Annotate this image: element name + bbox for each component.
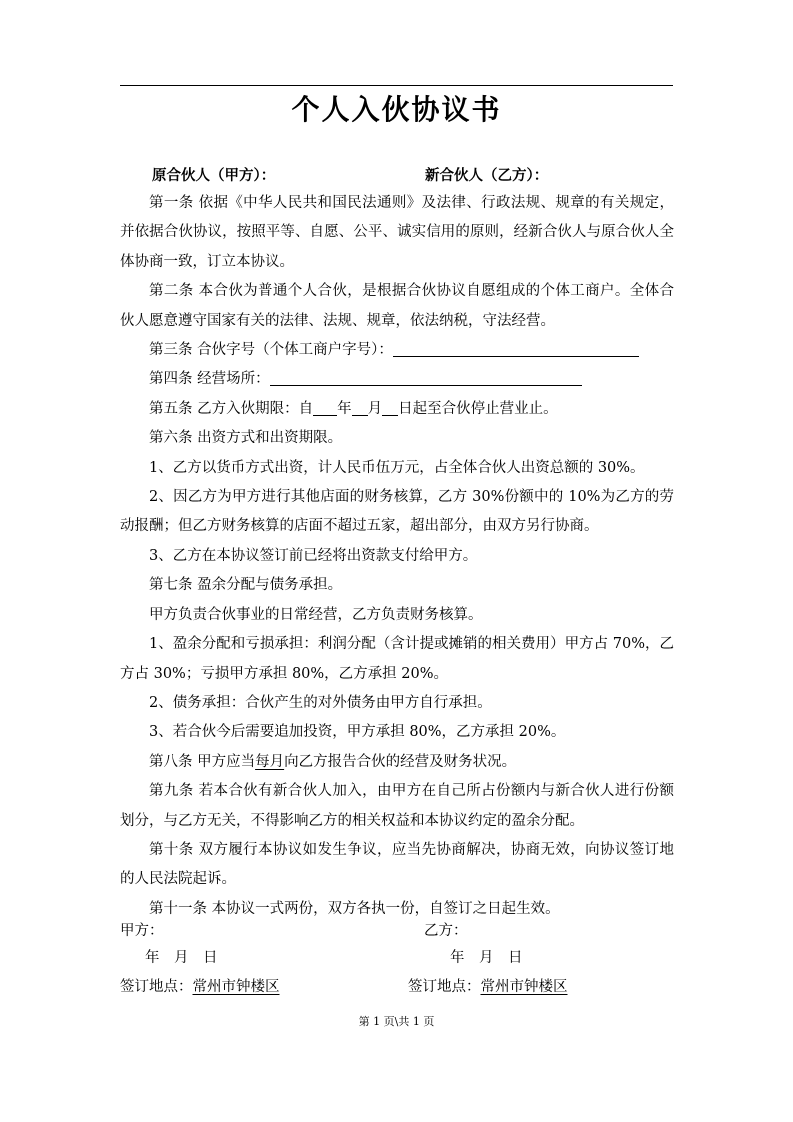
article-8-prefix: 第八条 甲方应当 bbox=[149, 753, 256, 770]
agreement-body bbox=[120, 189, 674, 924]
article-6-item-3: 3、乙方在本协议签订前已经将出资款支付给甲方。 bbox=[149, 547, 478, 564]
article-8-frequency: 每月 bbox=[255, 753, 285, 770]
parties-line bbox=[120, 161, 680, 191]
signing-place-label: 签订地点： bbox=[408, 979, 481, 995]
article-8-suffix: 向乙方报告合伙的经营及财务状况。 bbox=[284, 753, 517, 770]
article-4 bbox=[120, 365, 674, 394]
article-6-item-2: 2、因乙方为甲方进行其他店面的财务核算，乙方 30%份额中的 10%为乙方的劳动报酬；但乙方财务核算的店面不超过五家，超出部分，由双方另行协商。 bbox=[120, 489, 674, 535]
signing-place-label: 签订地点： bbox=[120, 979, 193, 995]
party-b-heading: 新合伙人（乙方）： bbox=[425, 168, 549, 184]
business-address-blank[interactable] bbox=[270, 371, 582, 387]
article-11: 第十一条 本协议一式两份，双方各执一份，自签订之日起生效。 bbox=[149, 900, 560, 917]
article-7-item-3: 3、若合伙今后需要追加投资，甲方承担 80%，乙方承担 20%。 bbox=[149, 724, 566, 741]
header-rule bbox=[120, 85, 673, 86]
month-blank[interactable] bbox=[352, 400, 368, 416]
article-5-prefix: 第五条 乙方入伙期限：自 bbox=[149, 400, 314, 417]
signing-place-value: 常州市钟楼区 bbox=[192, 979, 280, 995]
party-a-date: 年 月 日 bbox=[145, 950, 218, 966]
article-3 bbox=[120, 336, 674, 365]
party-b-date: 年 月 日 bbox=[450, 950, 523, 966]
article-3-text: 第三条 合伙字号（个体工商户字号）： bbox=[149, 342, 393, 359]
article-5-year: 年 bbox=[337, 400, 352, 417]
day-blank[interactable] bbox=[382, 400, 398, 416]
party-a-heading: 原合伙人（甲方）： bbox=[152, 168, 276, 184]
year-blank[interactable] bbox=[313, 400, 337, 416]
article-7-item-1: 1、盈余分配和亏损承担：利润分配（含计提或摊销的相关费用）甲方占 70%，乙方占 30%；亏损甲方承担 80%，乙方承担 20%。 bbox=[120, 636, 674, 682]
article-10: 第十条 双方履行本协议如发生争议，应当先协商解决，协商无效，向协议签订地的人民法院起诉。 bbox=[120, 841, 674, 888]
party-a-signature-label: 甲方： bbox=[120, 923, 164, 939]
party-a-signing-place bbox=[120, 977, 280, 997]
article-6: 第六条 出资方式和出资期限。 bbox=[149, 430, 343, 447]
article-7-item-2: 2、债务承担：合伙产生的对外债务由甲方自行承担。 bbox=[149, 694, 492, 711]
article-8 bbox=[120, 748, 674, 777]
article-7: 第七条 盈余分配与债务承担。 bbox=[149, 577, 343, 594]
party-b-signing-place bbox=[408, 977, 568, 997]
article-9: 第九条 若本合伙有新合伙人加入，由甲方在自己所占份额内与新合伙人进行份额划分，与乙方无关，不得影响乙方的相关权益和本协议约定的盈余分配。 bbox=[120, 783, 674, 829]
article-4-text: 第四条 经营场所： bbox=[149, 371, 270, 388]
page-footer: 第 1 页\共 1 页 bbox=[358, 1015, 435, 1028]
document-title: 个人入伙协议书 bbox=[291, 93, 502, 126]
trade-name-blank[interactable] bbox=[393, 342, 639, 358]
article-7-intro: 甲方负责合伙事业的日常经营，乙方负责财务核算。 bbox=[149, 606, 483, 623]
article-1: 第一条 依据《中华人民共和国民法通则》及法律、行政法规、规章的有关规定，并依据合伙协议，按照平等、自愿、公平、诚实信用的原则，经新合伙人与原合伙人全体协商一致，订立本协议。 bbox=[120, 195, 674, 270]
article-5-suffix: 日起至合伙停止营业止。 bbox=[398, 400, 558, 417]
party-b-signature-label: 乙方： bbox=[424, 923, 468, 939]
signing-place-value: 常州市钟楼区 bbox=[480, 979, 568, 995]
article-5-month: 月 bbox=[367, 400, 383, 417]
article-6-item-1: 1、乙方以货币方式出资，计人民币伍万元，占全体合伙人出资总额的 30%。 bbox=[149, 459, 645, 476]
article-5 bbox=[120, 395, 674, 424]
article-2: 第二条 本合伙为普通个人合伙，是根据合伙协议自愿组成的个体工商户。全体合伙人愿意遵守国家有关的法律、法规、规章，依法纳税，守法经营。 bbox=[120, 283, 674, 329]
